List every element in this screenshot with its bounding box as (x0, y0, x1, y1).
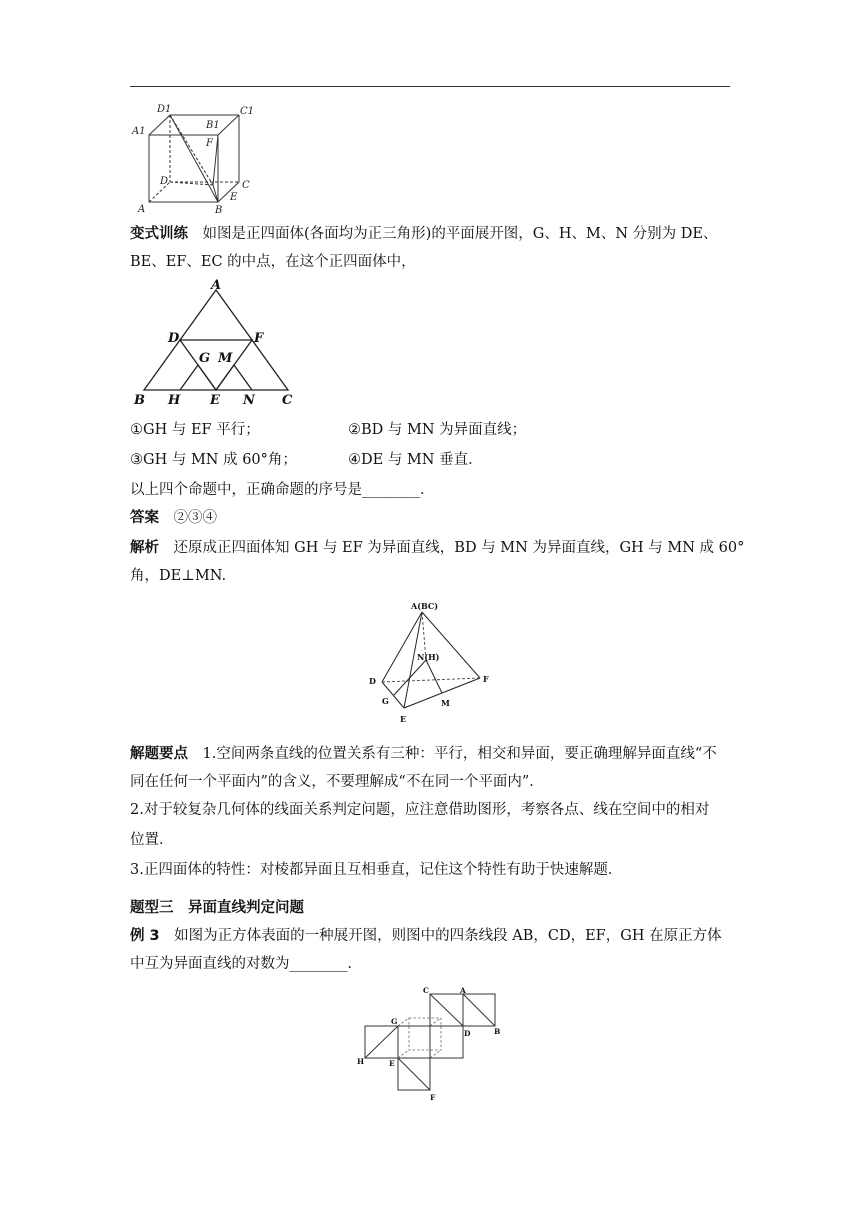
net-label-E: E (210, 393, 220, 408)
label-D: D (160, 176, 169, 187)
net-label-N: N (243, 393, 255, 408)
net-label-M: M (218, 351, 233, 366)
net-figure (130, 278, 300, 408)
keypoints-line-4: 位置． (130, 832, 174, 848)
cubenet-label-A: A (460, 986, 466, 995)
tetra-label-A: A(BC) (411, 601, 439, 611)
analysis-line-1 (130, 538, 744, 558)
question-text: 以上四个命题中，正确命题的序号是________． (130, 482, 435, 498)
label-C1: C1 (240, 106, 255, 117)
label-E: E (230, 192, 238, 203)
cube-figure (130, 100, 260, 218)
net-label-F: F (254, 331, 264, 346)
tetra-label-G: G (382, 696, 389, 706)
proposition-1: ①GH 与 EF 平行； (130, 422, 260, 438)
example-head: 例 3 (130, 928, 160, 944)
cubenet-label-H: H (357, 1057, 365, 1066)
cubenet-label-E: E (389, 1059, 395, 1068)
tetra-label-N: N(H) (417, 652, 440, 662)
proposition-2: ②BD 与 MN 为异面直线； (348, 422, 527, 438)
cubenet-label-D: D (464, 1029, 471, 1038)
net-label-A: A (211, 278, 222, 293)
header-rule (130, 86, 730, 87)
net-label-C: C (282, 393, 293, 408)
keypoints-line-3: 2.对于较复杂几何体的线面关系判定问题，应注意借助图形，考察各点、线在空间中的相对 (130, 802, 710, 818)
net-label-D: D (168, 331, 180, 346)
tetra-label-F: F (483, 674, 489, 684)
keypoints-head: 解题要点 (130, 746, 188, 762)
label-A1: A1 (132, 126, 146, 137)
keypoints-line-5: 3.正四面体的特性：对棱都异面且互相垂直，记住这个特性有助于快速解题． (130, 862, 623, 878)
answer-text: ②③④ (173, 510, 217, 526)
label-A: A (138, 204, 146, 215)
example-line-1 (130, 926, 722, 946)
cubenet-label-F: F (430, 1093, 436, 1102)
net-label-G: G (199, 351, 211, 366)
section-title: 题型三 异面直线判定问题 (130, 900, 304, 916)
label-B: B (215, 205, 223, 216)
analysis-head: 解析 (130, 540, 159, 556)
keypoints-text-1: 1.空间两条直线的位置关系有三种：平行，相交和异面，要正确理解异面直线“不 (202, 746, 717, 762)
tetra-label-D: D (369, 676, 376, 686)
variant-line-2: BE、EF、EC 的中点，在这个正四面体中， (130, 254, 416, 270)
example-line-2: 中互为异面直线的对数为________． (130, 956, 362, 972)
variant-text-1: 如图是正四面体(各面均为正三角形)的平面展开图，G、H、M、N 分别为 DE、 (202, 226, 718, 242)
analysis-line-2: 角，DE⊥MN. (130, 568, 227, 584)
analysis-text-1: 还原成正四面体知 GH 与 EF 为异面直线，BD 与 MN 为异面直线，GH 与 MN 成 60° (173, 540, 745, 556)
tetrahedron-figure (362, 596, 502, 728)
tetra-label-E: E (400, 714, 407, 724)
cubenet-label-G: G (391, 1017, 398, 1026)
label-B1: B1 (206, 120, 220, 131)
answer-line (130, 508, 217, 528)
net-label-B: B (134, 393, 145, 408)
label-C: C (242, 180, 250, 191)
cube-net-figure (354, 984, 514, 1102)
label-D1: D1 (157, 104, 172, 115)
variant-line-1 (130, 224, 718, 244)
proposition-3: ③GH 与 MN 成 60°角； (130, 452, 297, 468)
cubenet-label-C: C (423, 986, 429, 995)
variant-head: 变式训练 (130, 226, 188, 242)
proposition-4: ④DE 与 MN 垂直． (348, 452, 483, 468)
example-text-1: 如图为正方体表面的一种展开图，则图中的四条线段 AB，CD，EF，GH 在原正方体 (174, 928, 722, 944)
tetra-label-M: M (441, 698, 450, 708)
keypoints-line-2: 同在任何一个平面内”的含义，不要理解成“不在同一个平面内”． (130, 774, 544, 790)
keypoints-line-1 (130, 744, 717, 764)
label-F: F (206, 138, 213, 149)
net-label-H: H (168, 393, 181, 408)
cubenet-label-B: B (494, 1027, 501, 1036)
answer-head: 答案 (130, 510, 159, 526)
